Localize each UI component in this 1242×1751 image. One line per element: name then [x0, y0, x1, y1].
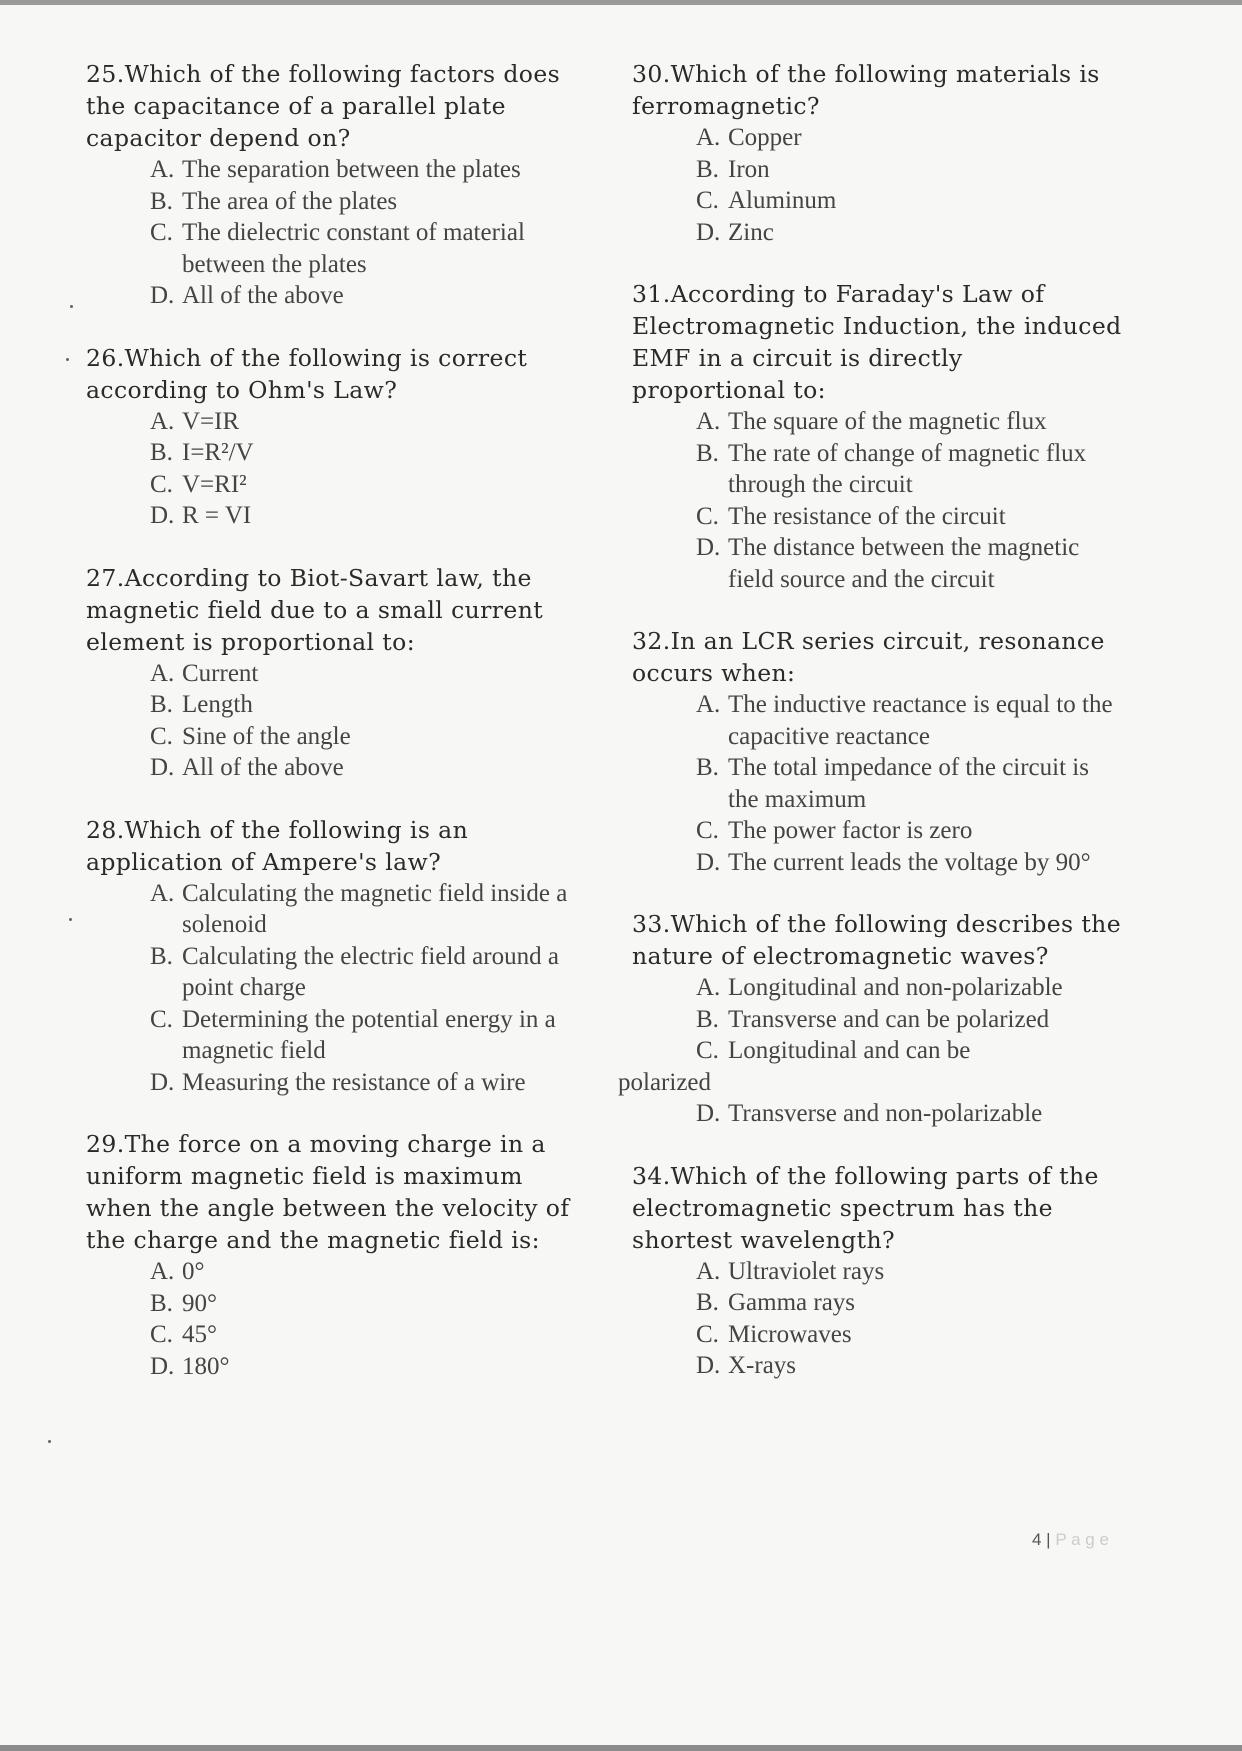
question-text: Which of the following factors does the capacitance of a parallel plate capacitor depend on? — [86, 60, 561, 152]
scan-speck — [48, 1440, 51, 1443]
option-letter: B. — [150, 439, 173, 466]
answer-option — [150, 406, 586, 438]
question-number: 32. — [632, 627, 671, 655]
option-letter: B. — [150, 187, 173, 215]
option-text: The total impedance of the circuit is the maximum — [728, 754, 1089, 813]
option-list — [632, 406, 1122, 595]
option-text: The inductive reactance is equal to the capacitive reactance — [728, 691, 1113, 750]
answer-option — [150, 689, 586, 721]
answer-option — [150, 878, 586, 941]
answer-option — [150, 1067, 586, 1099]
question-33 — [618, 908, 1122, 1130]
answer-option — [618, 1067, 1122, 1099]
scan-speck — [69, 918, 72, 921]
answer-option — [696, 689, 1122, 752]
option-letter: B. — [150, 1289, 173, 1317]
answer-option — [696, 532, 1122, 595]
option-letter: B. — [150, 691, 173, 718]
option-letter: D. — [696, 534, 721, 561]
question-number: 33. — [632, 910, 671, 938]
answer-option — [696, 752, 1122, 815]
option-letter: A. — [696, 124, 721, 151]
question-34 — [632, 1160, 1122, 1382]
option-letter: C. — [696, 1037, 719, 1064]
option-letter: B. — [696, 155, 719, 183]
option-letter: A. — [696, 1257, 721, 1285]
option-text: I=R²/V — [182, 439, 254, 466]
option-letter: A. — [150, 659, 175, 687]
option-text: The separation between the plates — [182, 156, 521, 183]
option-letter: C. — [696, 1320, 719, 1348]
option-text: Longitudinal and can be — [728, 1037, 971, 1064]
answer-option — [696, 972, 1122, 1004]
question-text: According to Faraday's Law of Electromagnetic Induction, the induced EMF in a circuit is directly proportional to: — [632, 280, 1122, 404]
scan-top-edge — [0, 0, 1242, 5]
answer-option — [696, 1098, 1122, 1130]
question-number: 34. — [632, 1161, 671, 1190]
option-letter: C. — [696, 817, 719, 844]
question-number: 25. — [86, 60, 125, 88]
answer-option — [150, 1256, 586, 1288]
question-stem — [632, 278, 1122, 406]
option-letter: D. — [150, 1068, 175, 1096]
question-stem — [86, 58, 586, 154]
question-stem — [86, 814, 586, 878]
option-list — [632, 1256, 1122, 1382]
option-letter: D. — [150, 1352, 175, 1380]
option-text: Gamma rays — [728, 1289, 856, 1316]
option-letter: C. — [696, 187, 719, 214]
answer-option — [150, 658, 586, 690]
option-text: Copper — [728, 124, 802, 151]
option-text: V=IR — [182, 407, 240, 435]
page-number: 4 | — [1032, 1530, 1051, 1549]
option-text: polarized — [618, 1068, 712, 1096]
option-text: All of the above — [182, 754, 344, 781]
question-31 — [632, 278, 1122, 595]
answer-option — [696, 1256, 1122, 1288]
answer-option — [150, 1319, 586, 1351]
option-text: Microwaves — [728, 1320, 852, 1348]
option-letter: D. — [696, 1352, 721, 1379]
answer-option — [150, 437, 586, 469]
option-text: 90° — [182, 1289, 217, 1317]
option-text: Iron — [728, 155, 770, 183]
question-25 — [86, 58, 586, 312]
option-text: All of the above — [182, 282, 344, 309]
question-stem — [86, 342, 586, 406]
page-word: P a g e — [1055, 1530, 1109, 1549]
option-letter: D. — [150, 282, 175, 309]
scan-bottom-edge — [0, 1745, 1242, 1751]
option-text: Longitudinal and non-polarizable — [728, 974, 1063, 1001]
question-stem — [86, 1128, 586, 1256]
answer-option — [150, 500, 586, 532]
question-text: Which of the following is an application of Ampere's law? — [86, 815, 469, 876]
answer-option — [696, 1035, 1122, 1067]
answer-option — [150, 1288, 586, 1320]
option-letter: B. — [150, 942, 173, 970]
option-list — [86, 406, 586, 532]
option-text: Calculating the electric field around a point charge — [182, 942, 559, 1001]
question-number: 27. — [86, 563, 125, 592]
answer-option — [696, 1350, 1122, 1382]
option-text: Calculating the magnetic field inside a solenoid — [182, 879, 568, 938]
question-number: 29. — [86, 1130, 125, 1158]
answer-option — [150, 217, 586, 280]
answer-option — [150, 1351, 586, 1383]
option-letter: C. — [150, 219, 173, 246]
option-text: 45° — [182, 1321, 217, 1348]
option-text: Determining the potential energy in a magnetic field — [182, 1005, 556, 1064]
option-letter: A. — [150, 156, 175, 183]
option-letter: C. — [696, 502, 719, 530]
question-stem — [86, 562, 586, 658]
option-letter: D. — [696, 218, 721, 246]
answer-option — [696, 1004, 1122, 1036]
question-stem — [632, 908, 1122, 972]
option-letter: B. — [696, 1005, 719, 1033]
option-letter: D. — [150, 502, 175, 529]
option-letter: C. — [150, 722, 173, 750]
answer-option — [696, 501, 1122, 533]
option-letter: C. — [150, 470, 173, 498]
option-letter: B. — [696, 1289, 719, 1316]
answer-option — [696, 1319, 1122, 1351]
option-letter: A. — [150, 407, 175, 435]
answer-option — [150, 721, 586, 753]
option-text: Aluminum — [728, 187, 837, 214]
option-text: The rate of change of magnetic flux through the circuit — [728, 439, 1087, 498]
option-text: Current — [182, 659, 259, 687]
question-26 — [86, 342, 586, 532]
answer-option — [150, 1004, 586, 1067]
option-list — [86, 878, 586, 1099]
question-30 — [632, 58, 1122, 248]
answer-option — [696, 122, 1122, 154]
answer-option — [696, 217, 1122, 249]
option-list — [86, 1256, 586, 1382]
answer-option — [696, 185, 1122, 217]
answer-option — [150, 154, 586, 186]
option-letter: D. — [696, 1100, 721, 1127]
option-text: The area of the plates — [182, 187, 398, 215]
option-letter: B. — [696, 439, 719, 467]
answer-option — [696, 438, 1122, 501]
page-footer — [1032, 1530, 1109, 1550]
question-stem — [632, 625, 1122, 689]
question-stem — [632, 58, 1122, 122]
option-text: The distance between the magnetic field source and the circuit — [728, 534, 1080, 593]
answer-option — [150, 186, 586, 218]
question-text: Which of the following materials is ferromagnetic? — [632, 60, 1100, 120]
option-text: The dielectric constant of material between the plates — [182, 219, 525, 278]
question-29 — [86, 1128, 586, 1382]
option-text: R = VI — [182, 502, 252, 529]
answer-option — [696, 1287, 1122, 1319]
option-letter: D. — [150, 754, 175, 781]
option-text: Sine of the angle — [182, 722, 351, 750]
question-text: According to Biot-Savart law, the magnetic field due to a small current element is proportional to: — [86, 563, 544, 656]
option-text: The power factor is zero — [728, 817, 973, 844]
option-text: Transverse and non-polarizable — [728, 1100, 1043, 1127]
question-text: In an LCR series circuit, resonance occurs when: — [632, 627, 1105, 687]
question-number: 30. — [632, 60, 671, 88]
option-list — [86, 154, 586, 312]
option-text: 0° — [182, 1258, 205, 1285]
question-text: Which of the following describes the nature of electromagnetic waves? — [632, 910, 1122, 970]
question-32 — [632, 625, 1122, 878]
option-letter: B. — [696, 754, 719, 781]
option-text: The current leads the voltage by 90° — [728, 848, 1091, 876]
option-letter: C. — [150, 1005, 173, 1033]
answer-option — [150, 752, 586, 784]
option-text: V=RI² — [182, 470, 247, 498]
option-text: Transverse and can be polarized — [728, 1005, 1050, 1033]
question-text: The force on a moving charge in a uniform magnetic field is maximum when the angle between the velocity of the charge and the magnetic field is: — [86, 1130, 570, 1254]
option-list — [632, 689, 1122, 878]
option-text: 180° — [182, 1352, 230, 1380]
question-number: 31. — [632, 280, 671, 308]
answer-option — [150, 469, 586, 501]
option-text: Zinc — [728, 218, 774, 246]
question-text: Which of the following is correct according to Ohm's Law? — [86, 343, 528, 404]
question-number: 26. — [86, 343, 125, 372]
question-28 — [86, 814, 586, 1099]
answer-option — [696, 154, 1122, 186]
left-column — [86, 58, 586, 1412]
option-text: The resistance of the circuit — [728, 502, 1006, 530]
option-text: X-rays — [728, 1352, 797, 1379]
option-text: The square of the magnetic flux — [728, 408, 1047, 435]
option-letter: A. — [696, 691, 721, 718]
question-stem — [632, 1160, 1122, 1256]
question-text: Which of the following parts of the electromagnetic spectrum has the shortest wavelength? — [632, 1161, 1099, 1254]
option-letter: A. — [696, 974, 721, 1001]
answer-option — [150, 280, 586, 312]
right-column — [618, 58, 1122, 1412]
option-list — [618, 972, 1122, 1130]
answer-option — [696, 847, 1122, 879]
option-text: Measuring the resistance of a wire — [182, 1068, 526, 1096]
option-text: Length — [182, 691, 253, 718]
option-letter: A. — [150, 879, 175, 907]
answer-option — [696, 406, 1122, 438]
option-list — [86, 658, 586, 784]
option-text: Ultraviolet rays — [728, 1257, 885, 1285]
question-27 — [86, 562, 586, 784]
option-letter: A. — [150, 1258, 175, 1285]
option-letter: A. — [696, 408, 721, 435]
question-number: 28. — [86, 815, 125, 844]
answer-option — [696, 815, 1122, 847]
option-letter: D. — [696, 848, 721, 876]
answer-option — [150, 941, 586, 1004]
scan-speck — [70, 305, 73, 308]
option-letter: C. — [150, 1321, 173, 1348]
scan-speck — [66, 358, 69, 361]
option-list — [632, 122, 1122, 248]
